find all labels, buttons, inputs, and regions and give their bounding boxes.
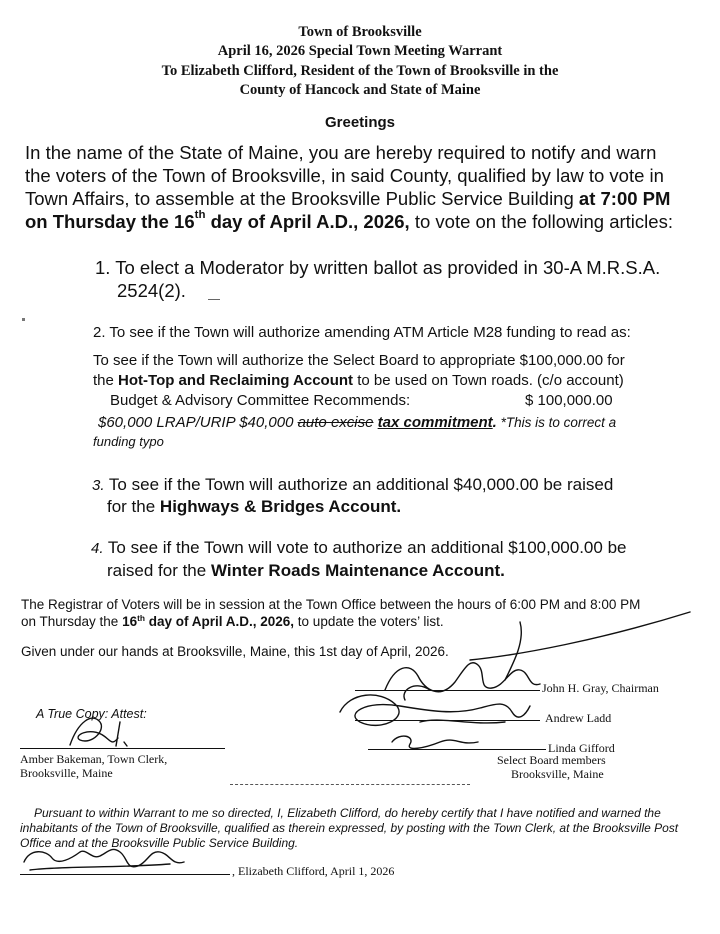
addressee-line-1: To Elizabeth Clifford, Resident of the Town of Brooksville in the: [161, 63, 559, 79]
intro-line-4-text: to vote on the following articles:: [409, 211, 673, 232]
article-2-body-line-1: To see if the Town will authorize the Select Board to appropriate $100,000.00 for: [93, 352, 625, 369]
article-4-line-2: raised for the Winter Roads Maintenance Account.: [107, 561, 505, 580]
intro-line-2: the voters of the Town of Brooksville, in said County, qualified by law to vote in: [25, 165, 664, 186]
select-board-location: Brooksville, Maine: [511, 767, 604, 781]
certification-line-3: Office and at the Brooksville Public Service Building.: [20, 836, 299, 850]
meeting-title: April 16, 2026 Special Town Meeting Warrant: [217, 43, 503, 59]
article-2-body-post: to be used on Town roads. (c/o account): [353, 372, 624, 389]
article-1-line-1: 1. To elect a Moderator by written ballot as provided in 30-A M.R.S.A.: [95, 257, 661, 278]
clerk-name: Amber Bakeman, Town Clerk,: [20, 752, 168, 766]
registrar-line-1: The Registrar of Voters will be in session at the Town Office between the hours of 6:00 PM and 8:00 PM: [21, 597, 641, 612]
article-1-line-2: 2524(2).: [117, 280, 186, 301]
town-name: Town of Brooksville: [298, 24, 422, 40]
intro-line-3-text: Town Affairs, to assemble at the Brooksville Public Service Building: [25, 188, 579, 209]
clerk-location: Brooksville, Maine: [20, 766, 113, 780]
given-statement: Given under our hands at Brooksville, Maine, this 1st day of April, 2026.: [21, 644, 449, 659]
certification-line-1: Pursuant to within Warrant to me so directed, I, Elizabeth Clifford, do hereby certify that I have notified and warned the: [34, 806, 661, 820]
article-3-line-2: for the Highways & Bridges Account.: [107, 497, 402, 516]
article-2-body-pre: the: [93, 372, 119, 389]
meeting-day-suffix: th: [194, 209, 206, 222]
article-4-number: 4.: [91, 540, 104, 557]
article-3-number: 3.: [92, 477, 105, 494]
article-2-heading: 2. To see if the Town will authorize amending ATM Article M28 funding to read as:: [93, 324, 631, 341]
funding-split-text: $60,000 LRAP/URIP $40,000: [98, 414, 298, 431]
correction-note: *This is to correct a: [496, 415, 617, 430]
signature-flourish: [470, 612, 690, 660]
winter-roads-account: Winter Roads Maintenance Account.: [210, 561, 505, 580]
select-board-member-2: Andrew Ladd: [545, 711, 612, 725]
recommend-amount: $ 100,000.00: [525, 392, 613, 409]
hot-top-account: Hot-Top and Reclaiming Account: [118, 372, 354, 389]
signature-bakeman: [70, 718, 118, 745]
addressee-line-2: County of Hancock and State of Maine: [239, 82, 481, 98]
signature-gray: [385, 663, 540, 692]
select-board-caption: Select Board members: [497, 753, 606, 767]
certification-line-2: inhabitants of the Town of Brooksville, qualified as therein expressed, by posting with the Town Clerk, at the Brooksville Post: [20, 821, 679, 835]
recommend-label: Budget & Advisory Committee Recommends:: [110, 392, 411, 409]
meeting-date: day of April A.D., 2026,: [205, 211, 410, 232]
select-board-member-1: John H. Gray, Chairman: [542, 681, 659, 695]
select-board-member-3: Linda Gifford: [548, 741, 615, 755]
meeting-time: at 7:00 PM: [578, 188, 671, 209]
article-4-text: To see if the Town will vote to authorize an additional $100,000.00 be: [103, 538, 627, 557]
registrar-line-2: on Thursday the 16th day of April A.D., 2026, to update the voters’ list.: [21, 612, 444, 629]
intro-line-1: In the name of the State of Maine, you are hereby required to notify and warn: [25, 142, 657, 163]
attest-label: A True Copy: Attest:: [36, 707, 147, 721]
tax-commitment: tax commitment: [377, 414, 493, 431]
struck-auto-excise: auto excise: [297, 414, 374, 431]
signature-ladd: [340, 695, 530, 725]
highways-bridges-account: Highways & Bridges Account.: [159, 497, 402, 516]
funding-split: $60,000 LRAP/URIP $40,000 auto excise tax commitment. *This is to correct a: [98, 414, 617, 431]
correction-note-line-2: funding typo: [93, 434, 164, 449]
signature-gifford: [392, 736, 478, 748]
certifier-caption: , Elizabeth Clifford, April 1, 2026: [232, 864, 395, 878]
greetings-heading: Greetings: [324, 114, 396, 131]
meeting-day: on Thursday the 16: [25, 211, 195, 232]
article-3-text: To see if the Town will authorize an additional $40,000.00 be raised: [104, 475, 614, 494]
